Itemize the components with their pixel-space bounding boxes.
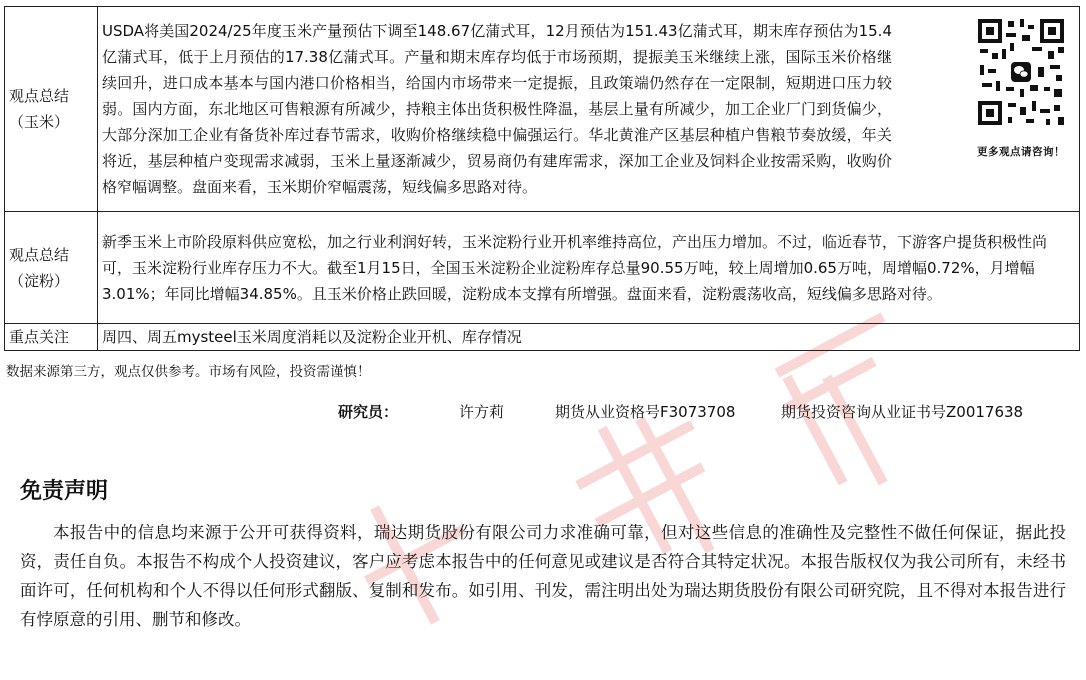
focus-row bbox=[5, 324, 1080, 351]
corn-text: USDA将美国2024/25年度玉米产量预估下调至148.67亿蒲式耳，12月预估为151.43亿蒲式耳，期末库存预估为15.4亿蒲式耳，低于上月预估的17.38亿蒲式耳。产量和期末库存均低于市场预期，提振美玉米继续上涨，国际玉米价格继续回升，进口成本基本与国内港口价格相当，给国内市场带来一定提振，且政策端仍然存在一定限制，短期进口压力较弱。国内方面，东北地区可售粮源有所减少，持粮主体出货积极性降温，基层上量有所减少，加工企业厂门到货偏少，大部分深加工企业有备货补库过春节需求，收购价格继续稳中偏强运行。华北黄淮产区基层种植户售粮节奏放缓，年关将近，基层种植户变现需求减弱，玉米上量逐渐减少，贸易商仍有建库需求，深加工企业及饲料企业按需采购，收购价格窄幅调整。盘面来看，玉米期价窄幅震荡，短线偏多思路对待。 bbox=[102, 22, 892, 196]
qr-code bbox=[976, 17, 1066, 127]
researcher-name: 许方莉 bbox=[459, 403, 505, 421]
advisory-license: 期货投资咨询从业证书号Z0017638 bbox=[781, 403, 1024, 421]
risk-note: 数据来源第三方，观点仅供参考。市场有风险，投资需谨慎！ bbox=[6, 364, 371, 380]
futures-license: 期货从业资格号F3073708 bbox=[555, 403, 736, 421]
disclaimer-title: 免责声明 bbox=[20, 479, 109, 504]
corn-content bbox=[98, 7, 1080, 212]
corn-row bbox=[5, 7, 1080, 212]
researcher-label: 研究员： bbox=[338, 403, 399, 421]
corn-label: 观点总结（玉米） bbox=[5, 7, 98, 212]
disclaimer-body: 本报告中的信息均来源于公开可获得资料，瑞达期货股份有限公司力求准确可靠，但对这些信息的准确性及完整性不做任何保证，据此投资，责任自负。本报告不构成个人投资建议，客户应考虑本报告中的任何意见或建议是否符合其特定状况。本报告版权仅为我公司所有，未经书面许可，任何机构和个人不得以任何形式翻版、复制和发布。如引用、刊发，需注明出处为瑞达期货股份有限公司研究院，且不得对本报告进行有悖原意的引用、删节和修改。 bbox=[20, 523, 1066, 629]
focus-text: 周四、周五mysteel玉米周度消耗以及淀粉企业开机、库存情况 bbox=[98, 324, 1080, 351]
summary-table bbox=[4, 6, 1080, 351]
qr-block bbox=[971, 17, 1071, 165]
focus-label: 重点关注 bbox=[5, 324, 98, 351]
qr-caption: 更多观点请咨询！ bbox=[977, 146, 1065, 158]
starch-row bbox=[5, 212, 1080, 324]
wechat-icon bbox=[1011, 62, 1031, 82]
starch-text: 新季玉米上市阶段原料供应宽松，加之行业利润好转，玉米淀粉行业开机率维持高位，产出压力增加。不过，临近春节，下游客户提货积极性尚可，玉米淀粉行业库存压力不大。截至1月15日，全国玉米淀粉企业淀粉库存总量90.55万吨，较上周增加0.65万吨，周增幅0.72%，月增幅3.01%；年同比增幅34.85%。且玉米价格止跌回暖，淀粉成本支撑有所增强。盘面来看，淀粉震荡收高，短线偏多思路对待。 bbox=[98, 212, 1080, 324]
starch-label: 观点总结（淀粉） bbox=[5, 212, 98, 324]
